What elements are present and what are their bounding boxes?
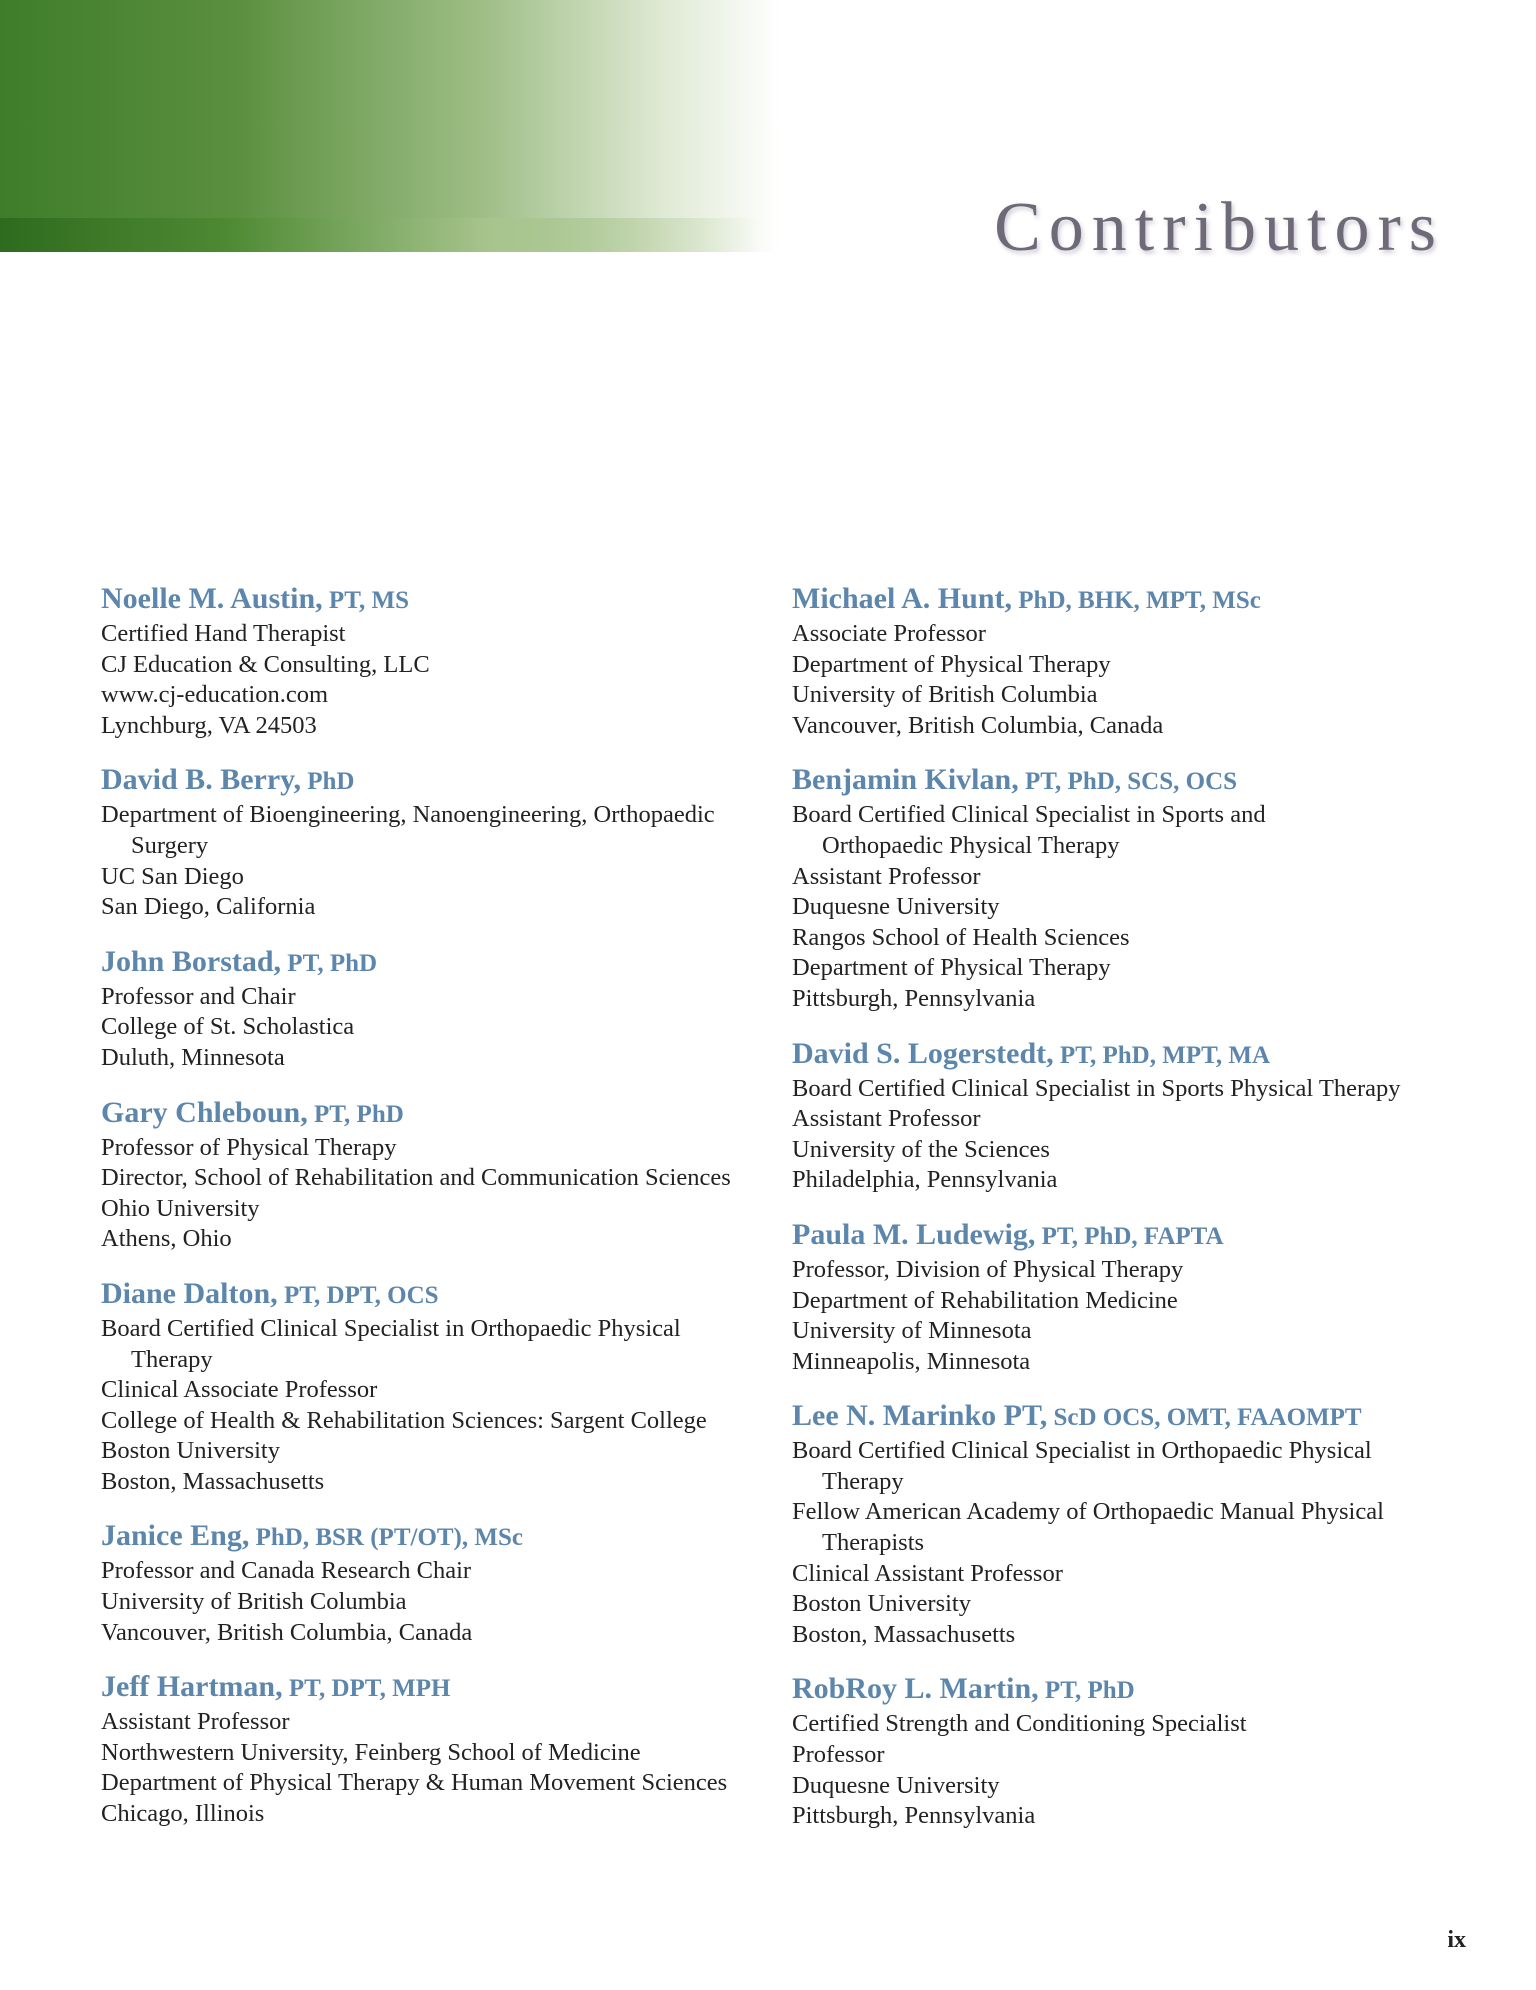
affiliation-line: Pittsburgh, Pennsylvania <box>792 1802 1036 1830</box>
contributor-credentials: PT, PhD, FAPTA <box>1035 1222 1224 1250</box>
contributors-column-left <box>101 580 761 1850</box>
affiliation-line: Certified Strength and Conditioning Specialist <box>792 1710 1247 1738</box>
contributor-entry <box>101 1517 761 1648</box>
contributor-name-line <box>101 943 761 982</box>
contributor-credentials: ScD OCS, OMT, FAAOMPT <box>1047 1404 1362 1432</box>
contributor-name-line <box>792 1035 1452 1074</box>
contributor-name-line <box>101 1517 761 1556</box>
affiliation-line: San Diego, California <box>101 893 316 921</box>
contributor-name-line <box>792 1670 1452 1709</box>
contributors-column-right <box>792 580 1452 1852</box>
contributor-entry <box>792 1035 1452 1196</box>
affiliation-line: Chicago, Illinois <box>101 1800 265 1828</box>
affiliation-line: Pittsburgh, Pennsylvania <box>792 984 1036 1012</box>
contributor-credentials: PT, PhD <box>1038 1677 1135 1705</box>
affiliation-line: Vancouver, British Columbia, Canada <box>792 711 1164 739</box>
affiliation-line: Boston University <box>101 1437 280 1465</box>
contributor-entry <box>792 580 1452 741</box>
affiliation-line: Boston University <box>792 1590 971 1618</box>
affiliation-line: Associate Professor <box>792 620 986 647</box>
header-banner-strip <box>0 218 760 252</box>
contributor-name: Lee N. Marinko PT, <box>792 1399 1048 1433</box>
affiliation-line: Minneapolis, Minnesota <box>792 1347 1031 1375</box>
contributor-entry <box>792 761 1452 1014</box>
contributor-name: Paula M. Ludewig, <box>792 1217 1036 1251</box>
affiliation-line: University of Minnesota <box>792 1317 1032 1345</box>
affiliation-line: Vancouver, British Columbia, Canada <box>101 1618 473 1646</box>
affiliation-line: Assistant Professor <box>792 862 981 890</box>
contributor-entry <box>101 1668 761 1829</box>
affiliation-line: Professor and Chair <box>101 982 296 1010</box>
affiliation-line: CJ Education & Consulting, LLC <box>101 650 430 678</box>
affiliation-line: www.cj-education.com <box>101 681 328 709</box>
contributor-name: David S. Logerstedt, <box>792 1036 1054 1070</box>
contributor-name: RobRoy L. Martin, <box>792 1672 1039 1706</box>
affiliation-line: University of British Columbia <box>792 681 1098 709</box>
contributor-credentials: PT, PhD, SCS, OCS <box>1018 768 1238 796</box>
contributor-entry <box>792 1216 1452 1377</box>
contributor-name: Benjamin Kivlan, <box>792 763 1019 797</box>
affiliation-line: Philadelphia, Pennsylvania <box>792 1166 1058 1194</box>
affiliation-line: Assistant Professor <box>792 1105 981 1133</box>
header-banner <box>0 0 780 252</box>
affiliation-line: Duquesne University <box>792 893 1000 921</box>
contributor-name-line <box>101 1668 761 1707</box>
contributor-name-line <box>101 761 761 800</box>
contributor-name: Noelle M. Austin, <box>101 582 323 615</box>
affiliation-line: Clinical Assistant Professor <box>792 1559 1063 1587</box>
affiliation-line: Duquesne University <box>792 1771 1000 1799</box>
page-number: ix <box>1447 1927 1466 1953</box>
contributor-entry <box>101 1275 761 1498</box>
contributor-entry <box>792 1397 1452 1650</box>
affiliation-line: Department of Physical Therapy <box>792 650 1111 678</box>
affiliation-line: College of Health & Rehabilitation Sciences: Sargent College <box>101 1406 707 1434</box>
affiliation-line: University of British Columbia <box>101 1588 407 1616</box>
affiliation-line: Professor and Canada Research Chair <box>101 1557 472 1585</box>
affiliation-line: Boston, Massachusetts <box>101 1467 325 1495</box>
contributor-name: John Borstad, <box>101 944 282 978</box>
contributor-credentials: PT, PhD, MPT, MA <box>1053 1041 1271 1069</box>
affiliation-line: Northwestern University, Feinberg School of Medicine <box>101 1738 641 1766</box>
affiliation-line: UC San Diego <box>101 862 244 890</box>
contributor-credentials: PT, DPT, OCS <box>277 1281 439 1309</box>
contributor-credentials: PhD, BHK, MPT, MSc <box>1012 587 1261 614</box>
contributor-name-line <box>792 1397 1452 1436</box>
affiliation-line: Department of Bioengineering, Nanoengineering, Orthopaedic Surgery <box>101 801 715 859</box>
affiliation-line: Athens, Ohio <box>101 1225 232 1253</box>
contributor-name: David B. Berry, <box>101 763 301 797</box>
contributor-credentials: PT, PhD <box>281 949 378 977</box>
contributor-name: Diane Dalton, <box>101 1276 278 1310</box>
contributor-entry <box>101 1094 761 1255</box>
affiliation-line: Fellow American Academy of Orthopaedic Manual Physical Therapists <box>792 1498 1384 1557</box>
affiliation-line: Board Certified Clinical Specialist in Sports Physical Therapy <box>792 1074 1401 1102</box>
affiliation-line: Ohio University <box>101 1194 260 1222</box>
contributor-credentials: PT, MS <box>322 587 410 614</box>
contributor-credentials: PhD, BSR (PT/OT), MSc <box>249 1524 523 1552</box>
contributor-name: Gary Chleboun, <box>101 1095 308 1129</box>
affiliation-line: Professor, Division of Physical Therapy <box>792 1255 1184 1283</box>
contributor-credentials: PT, PhD <box>307 1100 404 1128</box>
affiliation-line: Professor <box>792 1741 885 1769</box>
affiliation-line: Clinical Associate Professor <box>101 1376 378 1404</box>
contributor-name: Janice Eng, <box>101 1519 250 1553</box>
contributor-credentials: PhD <box>301 768 355 796</box>
contributor-entry <box>792 1670 1452 1831</box>
contributor-name: Michael A. Hunt, <box>792 582 1013 615</box>
contributor-name: Jeff Hartman, <box>101 1670 283 1704</box>
affiliation-line: Department of Physical Therapy & Human Movement Sciences <box>101 1769 728 1797</box>
contributor-name-line <box>792 1216 1452 1255</box>
contributor-entry <box>101 943 761 1074</box>
affiliation-line: College of St. Scholastica <box>101 1013 355 1041</box>
affiliation-line: Certified Hand Therapist <box>101 620 346 647</box>
contributor-entry <box>101 580 761 741</box>
affiliation-line: Director, School of Rehabilitation and Communication Sciences <box>101 1164 731 1192</box>
contributor-credentials: PT, DPT, MPH <box>282 1675 451 1703</box>
affiliation-line: Department of Physical Therapy <box>792 954 1111 982</box>
affiliation-line: Rangos School of Health Sciences <box>792 923 1130 951</box>
affiliation-line: Duluth, Minnesota <box>101 1043 285 1071</box>
affiliation-line: Board Certified Clinical Specialist in Orthopaedic Physical Therapy <box>101 1314 681 1373</box>
affiliation-line: Boston, Massachusetts <box>792 1620 1016 1648</box>
contributor-entry <box>101 761 761 922</box>
affiliation-line: Department of Rehabilitation Medicine <box>792 1286 1178 1314</box>
affiliation-line: Board Certified Clinical Specialist in Orthopaedic Physical Therapy <box>792 1437 1372 1495</box>
affiliation-line: Assistant Professor <box>101 1708 290 1736</box>
affiliation-line: Lynchburg, VA 24503 <box>101 711 317 739</box>
contributor-name-line <box>792 580 1452 619</box>
contributor-name-line <box>101 1094 761 1133</box>
contributor-name-line <box>792 761 1452 800</box>
page-title: Contributors <box>994 189 1444 266</box>
affiliation-line: Board Certified Clinical Specialist in Sports and Orthopaedic Physical Therapy <box>792 801 1266 859</box>
contributor-name-line <box>101 1275 761 1314</box>
affiliation-line: University of the Sciences <box>792 1135 1050 1163</box>
affiliation-line: Professor of Physical Therapy <box>101 1133 397 1161</box>
contributor-name-line <box>101 580 761 619</box>
